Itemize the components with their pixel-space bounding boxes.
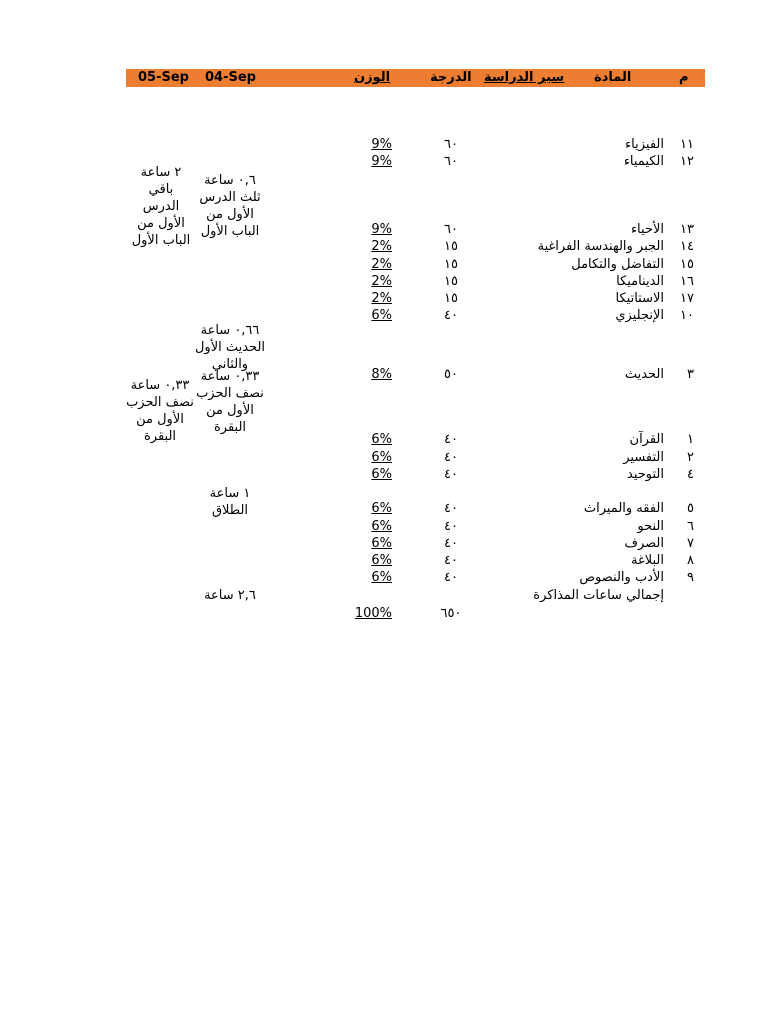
- row-subject: الأدب والنصوص: [579, 570, 664, 585]
- row-num: ١٢: [680, 154, 694, 169]
- row-grade: ٥٠: [444, 367, 458, 382]
- row-subject: الصرف: [624, 536, 664, 551]
- row-num: ١٣: [680, 222, 694, 237]
- row-num: ١: [687, 432, 694, 447]
- row-grade: ٤٠: [444, 536, 458, 551]
- row-grade: ١٥: [444, 257, 458, 272]
- row-num: ١٥: [680, 257, 694, 272]
- row-grade: ٤٠: [444, 308, 458, 323]
- row-grade: ١٥: [444, 291, 458, 306]
- row-weight: 6%: [371, 432, 392, 447]
- row-weight: 6%: [371, 570, 392, 585]
- row-subject: القرآن: [629, 432, 664, 447]
- row-subject: التفاضل والتكامل: [571, 257, 664, 272]
- note-sep04-quran: ٠,٣٣ ساعة نصف الحزب الأول من البقرة: [196, 369, 264, 435]
- row-grade: ٦٠: [444, 154, 458, 169]
- row-grade: ٦٠: [444, 222, 458, 237]
- row-weight: 2%: [371, 239, 392, 254]
- total-hours-label: إجمالي ساعات المذاكرة: [533, 588, 664, 603]
- note-sep04-fiqh: ١ ساعة الطلاق: [209, 486, 251, 518]
- row-num: ٦: [687, 519, 694, 534]
- row-weight: 6%: [371, 450, 392, 465]
- row-subject: الجبر والهندسة الفراغية: [537, 239, 664, 254]
- note-sep05-quran: ٠,٣٣ ساعة نصف الحزب الأول من البقرة: [126, 378, 194, 444]
- row-weight: 2%: [371, 274, 392, 289]
- row-weight: 9%: [371, 154, 392, 169]
- note-sep04-hadith: ٠,٦٦ ساعة الحديث الأول والثاني: [194, 323, 266, 372]
- row-grade: ٤٠: [444, 501, 458, 516]
- row-num: ١٤: [680, 239, 694, 254]
- header-num: م: [679, 70, 689, 85]
- row-subject: الأحياء: [630, 222, 664, 237]
- row-num: ٩: [687, 570, 694, 585]
- header-weight: الوزن: [354, 70, 391, 85]
- row-num: ٣: [687, 367, 694, 382]
- row-weight: 2%: [371, 291, 392, 306]
- row-num: ٢: [687, 450, 694, 465]
- row-grade: ٤٠: [444, 432, 458, 447]
- row-grade: ٦٠: [444, 137, 458, 152]
- row-weight: 6%: [371, 536, 392, 551]
- total-hours-value: ٢,٦ ساعة: [204, 588, 256, 603]
- row-num: ٨: [687, 553, 694, 568]
- row-grade: ٤٠: [444, 553, 458, 568]
- header-date-sep04: 04-Sep: [205, 70, 256, 85]
- row-grade: ١٥: [444, 239, 458, 254]
- row-weight: 6%: [371, 308, 392, 323]
- note-sep05-science: ٢ ساعة باقي الدرس الأول من الباب الأول: [131, 165, 191, 248]
- row-grade: ٤٠: [444, 570, 458, 585]
- row-subject: النحو: [637, 519, 664, 534]
- row-subject: الفيزياء: [625, 137, 664, 152]
- header-status: سير الدراسة: [484, 70, 565, 85]
- total-weight: 100%: [354, 606, 392, 621]
- total-grade: ٦٥٠: [440, 606, 462, 621]
- row-weight: 2%: [371, 257, 392, 272]
- row-weight: 9%: [371, 137, 392, 152]
- row-num: ١٦: [680, 274, 694, 289]
- header-subject: المادة: [594, 70, 632, 85]
- row-subject: الإنجليزي: [615, 308, 664, 323]
- row-num: ٥: [687, 501, 694, 516]
- row-weight: 6%: [371, 501, 392, 516]
- row-grade: ١٥: [444, 274, 458, 289]
- row-subject: الفقه والميراث: [583, 501, 664, 516]
- header-date-sep05: 05-Sep: [138, 70, 189, 85]
- row-weight: 8%: [371, 367, 392, 382]
- row-subject: التوحيد: [627, 467, 664, 482]
- row-weight: 6%: [371, 553, 392, 568]
- row-weight: 6%: [371, 467, 392, 482]
- row-subject: الحديث: [624, 367, 664, 382]
- row-subject: الكيمياء: [623, 154, 664, 169]
- header-grade: الدرجة: [430, 70, 472, 85]
- row-num: ٤: [687, 467, 694, 482]
- row-grade: ٤٠: [444, 450, 458, 465]
- row-subject: الديناميكا: [616, 274, 664, 289]
- note-sep04-science: ٠,٦ ساعة ثلث الدرس الأول من الباب الأول: [199, 173, 261, 239]
- row-subject: البلاغة: [630, 553, 664, 568]
- row-subject: الاستاتيكا: [615, 291, 664, 306]
- row-num: ٧: [687, 536, 694, 551]
- row-num: ١١: [680, 137, 694, 152]
- row-weight: 9%: [371, 222, 392, 237]
- row-grade: ٤٠: [444, 467, 458, 482]
- row-subject: التفسير: [623, 450, 664, 465]
- row-num: ١٧: [680, 291, 694, 306]
- row-weight: 6%: [371, 519, 392, 534]
- row-grade: ٤٠: [444, 519, 458, 534]
- row-num: ١٠: [680, 308, 694, 323]
